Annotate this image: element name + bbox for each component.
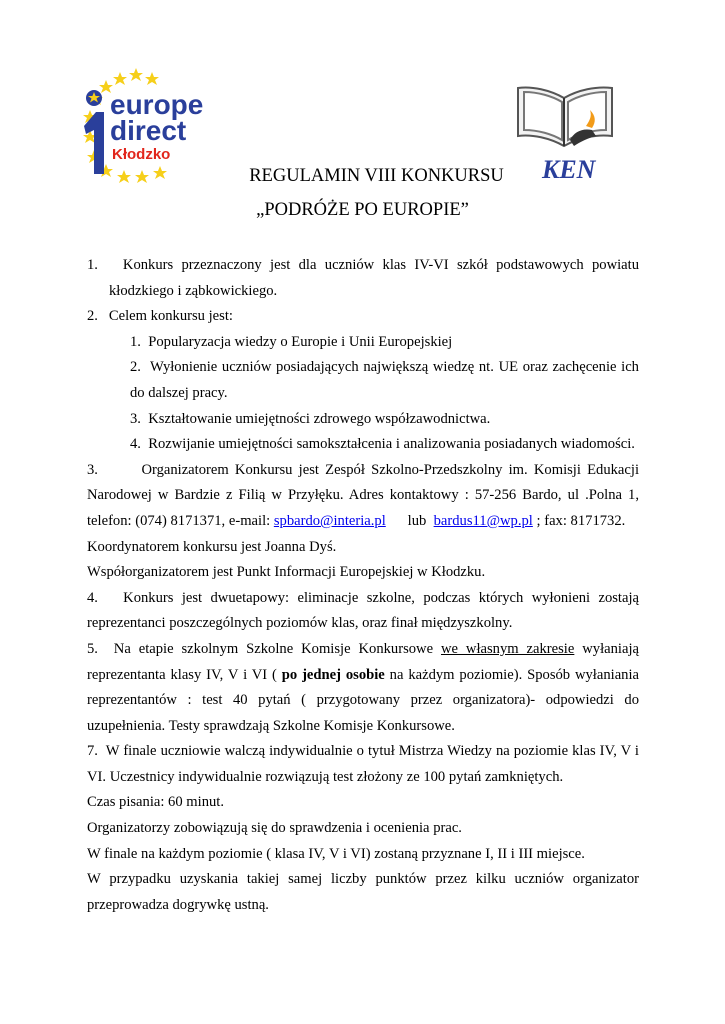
coordinator-line: Koordynatorem konkursu jest Joanna Dyś. <box>87 538 337 555</box>
list-item-5: 5. Na etapie szkolnym Szkolne Komisje Konkursowe we własnym zakresie wyłaniają reprezentanta klasy IV, V i VI ( po jednej osobie na każdym poziomie). Sposób wyłaniania reprezentantów : test 40 pytań ( przygotowany przez organizatora)- odpowiedzi do uzupełnienia. Testy sprawdzają Szkolne Komisje Konkursowe. <box>87 640 639 734</box>
goal-item-4: 4. Rozwijanie umiejętności samokształcenia i analizowania posiadanych wiadomości. <box>130 436 635 453</box>
writing-time-line: Czas pisania: 60 minut. <box>87 794 225 811</box>
email-link-spbardo[interactable]: spbardo@interia.pl <box>273 512 386 529</box>
page-title-line2: „PODRÓŻE PO EUROPIE” <box>256 200 469 220</box>
logo-line-direct: direct <box>110 115 187 146</box>
list-item-4: 4. Konkurs jest dwuetapowy: eliminacje szkolne, podczas których wyłonieni zostają reprezentanci poszczególnych poziomów klas, oraz finał międzyszkolny. <box>87 589 639 632</box>
logo-line-klodzko: Kłodzko <box>112 146 171 163</box>
logo-line-europe: europe <box>110 89 204 120</box>
places-line: W finale na każdym poziomie ( klasa IV, V i VI) zostaną przyznane I, II i III miejsce. <box>87 845 585 862</box>
regulations-body <box>87 253 639 918</box>
list-item-7: 7. W finale uczniowie walczą indywidualnie o tytuł Mistrza Wiedzy na poziomie klas IV, V i VI. Uczestnicy indywidualnie rozwiązują test złożony ze 100 pytań zamkniętych. <box>87 743 639 785</box>
coorganizer-line: Współorganizatorem jest Punkt Informacji Europejskiej w Kłodzku. <box>87 564 486 581</box>
list-item-3: 3. Organizatorem Konkursu jest Zespół Szkolno-Przedszkolny im. Komisji Edukacji Narodowej w Bardzie z Filią w Przyłęku. Adres kontaktowy : 57-256 Bardo, ul .Polna 1, telefon: (074) 8171371, e-mail: spbardo@interia.pl lub bardus11@wp.pl ; fax: 8171732. <box>87 461 639 529</box>
list-item-1: 1. Konkurs przeznaczony jest dla uczniów klas IV-VI szkół podstawowych powiatu kłodzkiego i ząbkowickiego. <box>87 257 639 299</box>
ken-label: KEN <box>542 155 596 184</box>
tie-break-line: W przypadku uzyskania takiej samej liczby punktów przez kilku uczniów organizator przeprowadza dogrywkę ustną. <box>87 871 639 913</box>
goal-item-1: 1. Popularyzacja wiedzy o Europie i Unii Europejskiej <box>130 333 453 350</box>
list-item-2: 2. Celem konkursu jest: <box>87 308 233 325</box>
goal-item-3: 3. Kształtowanie umiejętności zdrowego współzawodnictwa. <box>130 410 491 427</box>
goal-item-2: 2. Wyłonienie uczniów posiadających największą wiedzę nt. UE oraz zachęcenie ich do dalszej pracy. <box>130 359 639 401</box>
email-link-bardus[interactable]: bardus11@wp.pl <box>433 512 533 529</box>
open-book-icon <box>518 87 612 146</box>
page-title-line1: REGULAMIN VIII KONKURSU <box>249 166 504 186</box>
checking-line: Organizatorzy zobowiązują się do sprawdzenia i ocenienia prac. <box>87 820 462 837</box>
